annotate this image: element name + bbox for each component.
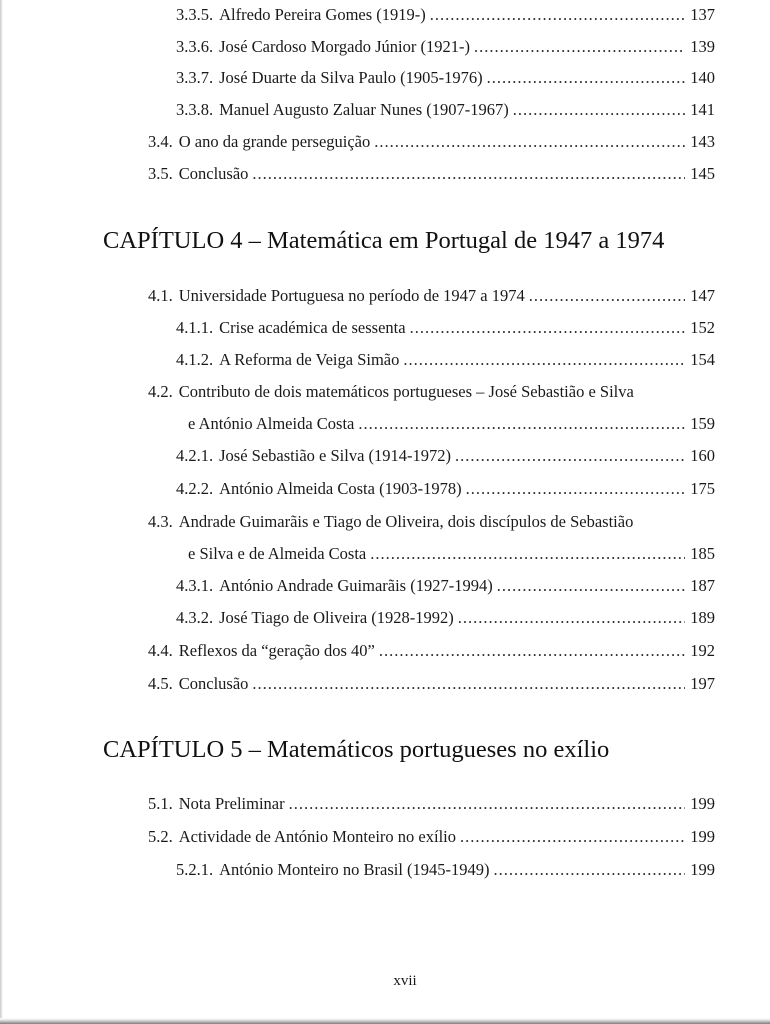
chapter-heading: CAPÍTULO 5 – Matemáticos portugueses no exílio (103, 736, 610, 763)
toc-entry-4-1[interactable] (0, 281, 770, 311)
entry-number: 4.2.1. (176, 446, 214, 465)
entry-number: 3.5. (148, 164, 173, 183)
dot-leader (358, 409, 685, 439)
entry-page: 185 (690, 544, 715, 563)
entry-title: Reflexos da “geração dos 40” (178, 641, 375, 660)
entry-title: Contributo de dois matemáticos portugueses – José Sebastião e Silva (178, 382, 634, 401)
dot-leader (252, 159, 685, 189)
entry-number: 4.3.1. (176, 576, 214, 595)
entry-title: José Sebastião e Silva (1914-1972) (219, 446, 452, 465)
scan-edge-bottom (0, 1018, 770, 1024)
toc-entry-4-4[interactable] (0, 636, 770, 666)
entry-number: 4.4. (148, 641, 173, 660)
dot-leader (474, 32, 685, 62)
dot-leader (252, 669, 685, 699)
entry-number: 4.3.2. (176, 608, 214, 627)
dot-leader (529, 281, 685, 311)
toc-entry-3-3-6[interactable] (0, 32, 770, 62)
dot-leader (513, 95, 685, 125)
dot-leader (374, 127, 685, 157)
entry-number: 4.2. (148, 382, 173, 401)
chapter-heading: CAPÍTULO 4 – Matemática em Portugal de 1947 a 1974 (103, 227, 665, 254)
entry-number: 4.5. (148, 674, 173, 693)
entry-title: Manuel Augusto Zaluar Nunes (1907-1967) (219, 100, 509, 119)
entry-number: 3.4. (148, 132, 173, 151)
entry-number: 5.2. (148, 827, 173, 846)
toc-entry-4-3-title[interactable] (148, 507, 728, 537)
toc-entry-4-5[interactable] (0, 669, 770, 699)
entry-number: 4.2.2. (176, 479, 214, 498)
toc-entry-4-3[interactable] (0, 539, 770, 569)
dot-leader (460, 822, 685, 852)
entry-title: Actividade de António Monteiro no exílio (178, 827, 456, 846)
entry-title-continued: e António Almeida Costa (188, 414, 355, 433)
toc-entry-4-2-2[interactable] (0, 474, 770, 504)
dot-leader (466, 474, 685, 504)
dot-leader (458, 603, 685, 633)
entry-page: 199 (690, 794, 715, 813)
entry-number: 4.1.1. (176, 318, 214, 337)
toc-entry-4-3-2[interactable] (0, 603, 770, 633)
toc-entry-4-2[interactable] (0, 409, 770, 439)
dot-leader (497, 571, 685, 601)
dot-leader (289, 789, 685, 819)
dot-leader (494, 855, 685, 885)
entry-title: Conclusão (178, 674, 249, 693)
entry-title: António Almeida Costa (1903-1978) (219, 479, 462, 498)
entry-page: 159 (690, 414, 715, 433)
toc-entry-3-3-7[interactable] (0, 63, 770, 93)
entry-title: Crise académica de sessenta (219, 318, 406, 337)
entry-page: 140 (690, 68, 715, 87)
toc-entry-4-1-1[interactable] (0, 313, 770, 343)
toc-entry-3-5[interactable] (0, 159, 770, 189)
entry-page: 147 (690, 286, 715, 305)
toc-entry-4-1-2[interactable] (0, 345, 770, 375)
entry-page: 152 (690, 318, 715, 337)
entry-number: 3.3.8. (176, 100, 214, 119)
entry-page: 137 (690, 5, 715, 24)
toc-entry-3-3-5[interactable] (0, 0, 770, 30)
entry-number: 3.3.7. (176, 68, 214, 87)
entry-page: 189 (690, 608, 715, 627)
entry-number: 4.1.2. (176, 350, 214, 369)
toc-entry-5-2-1[interactable] (0, 855, 770, 885)
entry-title: Nota Preliminar (178, 794, 285, 813)
entry-page: 154 (690, 350, 715, 369)
entry-number: 3.3.6. (176, 37, 214, 56)
entry-title: O ano da grande perseguição (178, 132, 371, 151)
toc-entry-3-4[interactable] (0, 127, 770, 157)
entry-page: 199 (690, 860, 715, 879)
entry-page: 197 (690, 674, 715, 693)
entry-page: 192 (690, 641, 715, 660)
entry-number: 4.3. (148, 512, 173, 531)
dot-leader (487, 63, 685, 93)
page-number: xvii (393, 973, 417, 989)
toc-entry-4-2-1[interactable] (0, 441, 770, 471)
entry-page: 199 (690, 827, 715, 846)
entry-page: 145 (690, 164, 715, 183)
entry-title-continued: e Silva e de Almeida Costa (188, 544, 367, 563)
entry-title: José Duarte da Silva Paulo (1905-1976) (219, 68, 483, 87)
entry-number: 3.3.5. (176, 5, 214, 24)
entry-title: Andrade Guimarãis e Tiago de Oliveira, dois discípulos de Sebastião (178, 512, 634, 531)
dot-leader (455, 441, 685, 471)
toc-entry-5-2[interactable] (0, 822, 770, 852)
entry-page: 187 (690, 576, 715, 595)
toc-entry-4-2-title[interactable] (148, 377, 728, 407)
dot-leader (410, 313, 685, 343)
entry-number: 5.1. (148, 794, 173, 813)
dot-leader (430, 0, 685, 30)
entry-page: 141 (690, 100, 715, 119)
entry-title: José Tiago de Oliveira (1928-1992) (219, 608, 454, 627)
entry-number: 4.1. (148, 286, 173, 305)
entry-page: 139 (690, 37, 715, 56)
entry-title: A Reforma de Veiga Simão (219, 350, 400, 369)
entry-title: José Cardoso Morgado Júnior (1921-) (219, 37, 470, 56)
entry-title: Universidade Portuguesa no período de 1947 a 1974 (178, 286, 525, 305)
dot-leader (403, 345, 685, 375)
dot-leader (370, 539, 685, 569)
entry-title: António Monteiro no Brasil (1945-1949) (219, 860, 490, 879)
entry-title: António Andrade Guimarãis (1927-1994) (219, 576, 493, 595)
entry-number: 5.2.1. (176, 860, 214, 879)
entry-page: 160 (690, 446, 715, 465)
entry-title: Conclusão (178, 164, 249, 183)
entry-page: 143 (690, 132, 715, 151)
entry-title: Alfredo Pereira Gomes (1919-) (219, 5, 426, 24)
toc-entry-4-3-1[interactable] (0, 571, 770, 601)
entry-page: 175 (690, 479, 715, 498)
dot-leader (379, 636, 685, 666)
toc-entry-5-1[interactable] (0, 789, 770, 819)
toc-entry-3-3-8[interactable] (0, 95, 770, 125)
